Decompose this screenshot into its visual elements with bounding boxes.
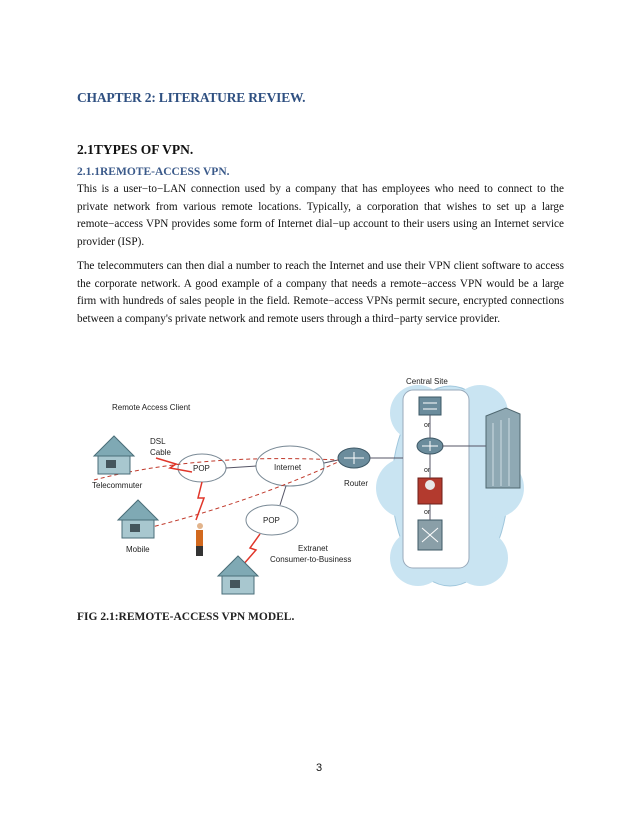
or-label-3: or [424, 509, 431, 516]
section-title: 2.1TYPES OF VPN. [77, 142, 194, 157]
paragraph-2: The telecommuters can then dial a number to reach the Internet and use their VPN client software to access the corporate network. A good example of a company that needs a remote−access VPN would be a large firm with hundreds of sales people in the field. Remote−access VPNs permit secure, encrypted connections between a company's private network and remote users through a third−party service provider. [77, 260, 564, 325]
figure-caption: FIG 2.1:REMOTE-ACCESS VPN MODEL. [77, 611, 295, 623]
central-site-label: Central Site [406, 377, 448, 386]
building-icon [486, 408, 520, 488]
extranet-link [242, 534, 260, 566]
router-icon [417, 438, 443, 454]
pop-label-1: POP [193, 464, 210, 473]
extranet-label: Extranet [298, 544, 328, 553]
vpn-network-diagram [88, 368, 528, 600]
router-label: Router [344, 479, 369, 488]
core-router-icon [338, 448, 370, 468]
chapter-title: CHAPTER 2: LITERATURE REVIEW. [77, 90, 306, 105]
subsection-title: 2.1.1REMOTE-ACCESS VPN. [77, 166, 230, 178]
vpn-concentrator-icon [418, 478, 442, 504]
firewall-icon [418, 520, 442, 550]
internet-label: Internet [274, 463, 302, 472]
pop-label-2: POP [263, 516, 280, 525]
cable-label: Cable [150, 448, 171, 457]
mobile-house-icon [118, 500, 158, 538]
or-label-2: or [424, 467, 431, 474]
mobile-user-icon [196, 523, 203, 556]
paragraph-1: This is a user−to−LAN connection used by a company that has employees who need to connect to the private network from various remote locations. Typically, a corporation that wishes to set up a large remote−access VPN provides some form of Internet dial−up account to their users using an Internet service provider (ISP). [77, 183, 564, 248]
consumer-to-business-label: Consumer-to-Business [270, 555, 352, 564]
page-number: 3 [315, 762, 323, 774]
telecommuter-house-icon [94, 436, 134, 474]
switch-icon [419, 397, 441, 415]
extranet-house-icon [218, 556, 258, 594]
remote-access-client-label: Remote Access Client [112, 403, 191, 412]
mobile-label: Mobile [126, 545, 150, 554]
or-label-1: or [424, 422, 431, 429]
telecommuter-label: Telecommuter [92, 481, 143, 490]
dsl-label: DSL [150, 437, 166, 446]
